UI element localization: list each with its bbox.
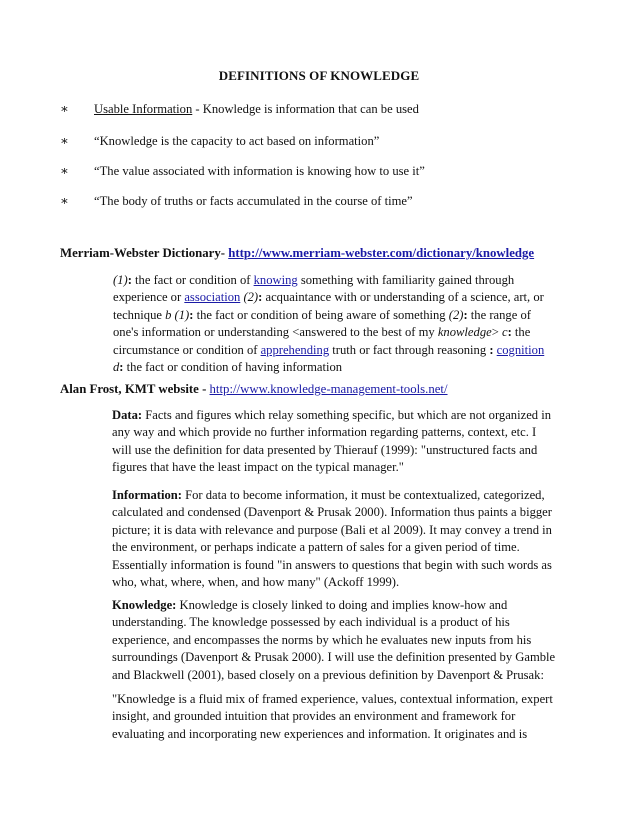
definition-text: the fact or condition of being aware of something <box>193 307 449 322</box>
kmt-website-url-link[interactable]: http://www.knowledge-management-tools.net/ <box>209 382 448 396</box>
merriam-label: Merriam-Webster Dictionary- <box>60 246 229 260</box>
bullet-item-2 <box>60 133 379 149</box>
definition-text: something with familiarity gained through experience or <box>113 273 515 305</box>
merriam-webster-heading <box>60 246 534 261</box>
knowing-link[interactable]: knowing <box>253 273 298 287</box>
bullet-text: - Knowledge is information that can be used <box>192 102 419 116</box>
bullet-marker: ∗ <box>60 133 69 148</box>
definition-text: > <box>491 325 502 340</box>
alan-frost-heading <box>60 382 448 397</box>
colon: : <box>463 307 468 322</box>
cognition-link[interactable]: cognition <box>496 342 545 357</box>
sense-d: d <box>113 360 120 375</box>
information-text: For data to become information, it must be contextualized, categorized, calculated and condensed (Davenport & Prusak 2000). Information thus paints a bigger picture; it is data with relevance and purpose (Bali et al 2009). It may convey a trend in the environment, or perhaps indicate a pattern of sales for a given period of time. Essentially information is found "in answers to questions that begin with such words as who, what, where, when, and how many" (Ackoff 1999). <box>112 488 552 590</box>
information-lead: Information: <box>112 488 182 502</box>
merriam-webster-url-link[interactable]: http://www.merriam-webster.com/dictionary/knowledge <box>228 246 535 260</box>
association-link[interactable]: association <box>184 290 241 305</box>
sense-2: (2) <box>240 290 259 305</box>
frost-label: Alan Frost, KMT website - <box>60 382 210 396</box>
definition-text: the range of one's information or understanding <answered to the best of my <box>113 307 531 340</box>
bullet-marker: ∗ <box>60 101 69 116</box>
bullet-marker: ∗ <box>60 163 69 178</box>
bullet-item-1 <box>60 101 419 117</box>
definition-text: the fact or condition of <box>131 273 254 287</box>
bullet-text: “Knowledge is the capacity to act based on information” <box>94 134 380 148</box>
bullet-text: “The body of truths or facts accumulated in the course of time” <box>94 194 413 208</box>
data-text: Facts and figures which relay something specific, but which are not organized in any way and which provide no further information regarding patterns, context, etc. I will use the definition for data presented by Thierauf (1999): "unstructured facts and figures that have the least impact on the typical manager." <box>112 408 552 475</box>
page-title: DEFINITIONS OF KNOWLEDGE <box>218 68 420 83</box>
colon: : <box>119 360 124 375</box>
knowledge-definition <box>112 597 556 684</box>
data-lead: Data: <box>112 408 143 422</box>
sense-b2: (2) <box>448 307 464 322</box>
apprehending-link[interactable]: apprehending <box>260 342 330 357</box>
definition-text: acquaintance with or understanding of a science, art, or technique <box>113 290 544 322</box>
colon: : <box>258 290 263 305</box>
sense-1: (1) <box>113 273 128 287</box>
bullet-marker: ∗ <box>60 193 69 208</box>
merriam-definition <box>113 272 551 376</box>
sense-b1: b (1) <box>165 307 190 322</box>
knowledge-quote: "Knowledge is a fluid mix of framed experience, values, contextual information, expert insight, and grounded intuition that provides an environment and framework for evaluating and incorporating new experiences and information. It originates and is <box>112 692 553 741</box>
bullet-item-3 <box>60 163 425 179</box>
example-word: knowledge <box>437 325 492 340</box>
definition-text: the fact or condition of having information <box>123 360 343 375</box>
colon: : <box>507 325 512 340</box>
colon: : <box>189 307 194 322</box>
sense-c: c <box>501 325 508 340</box>
bullet-text: “The value associated with information is knowing how to use it” <box>94 164 425 178</box>
knowledge-lead: Knowledge: <box>112 598 177 612</box>
definition-text: truth or fact through reasoning <box>329 342 490 357</box>
knowledge-text: Knowledge is closely linked to doing and implies know-how and understanding. The knowledge possessed by each individual is a product of his experience, and encompasses the norms by which he evaluates new inputs from his surroundings (Davenport & Prusak 2000). I will use the definition presented by Gamble and Blackwell (2001), based closely on a previous definition by Davenport & Prusak: <box>112 598 556 682</box>
information-definition <box>112 487 556 591</box>
colon: : <box>127 273 132 287</box>
bullet-item-4 <box>60 193 413 209</box>
colon: : <box>489 342 494 357</box>
definition-text: the circumstance or condition of <box>113 325 531 357</box>
data-definition <box>112 407 556 477</box>
usable-information-link[interactable]: Usable Information <box>94 102 193 116</box>
